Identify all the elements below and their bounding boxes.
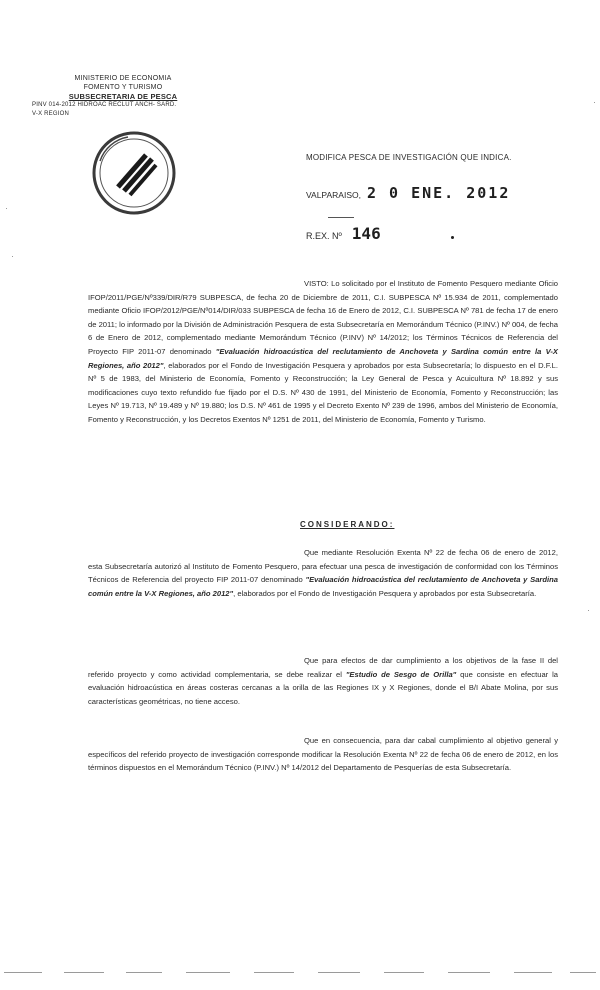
project-title-2: "Evaluación hidroacústica del reclutamiento de Anchoveta y Sardina común entre la V-X Regiones, año 2012" [88,575,558,598]
letterhead [28,74,218,119]
date-line [306,184,510,202]
date-stamp: 2 0 ENE. 2012 [366,184,511,202]
page-footer-rule [0,972,600,976]
file-reference: PINV 014-2012 HIDROAC RECLUT ANCH- SARD. [32,102,177,108]
considerando-paragraph-3: Que en consecuencia, para dar cabal cumplimiento al objetivo general y específicos del referido proyecto de investigación corresponde modificar la Resolución Exenta Nº 22 de fecha 06 de enero de 2012, en los términos dispuestos en el Memorándum Técnico (P.INV.) Nº 14/2012 del Departamento de Pesquerías de esta Subsecretaría. [88,736,558,773]
region-reference: V-X REGION [32,111,70,117]
official-seal-icon [88,127,180,219]
considerando-paragraph-2: Que para efectos de dar cumplimiento a los objetivos de la fase II del referido proyecto y como actividad complementaria, se debe realizar el "Estudio de Sesgo de Orilla" que consiste en efectuar la evaluación hidroacústica en áreas costeras cercanas a la orilla de las Regiones IX y X Regiones, donde el B/I Abate Molina, por sus características geométricas, no tiene acceso. [88,656,558,706]
date-place: VALPARAISO, [306,190,361,200]
considerando-paragraph-1: Que mediante Resolución Exenta Nº 22 de fecha 06 de enero de 2012, esta Subsecretaría autorizó al Instituto de Fomento Pesquero, para efectuar una pesca de investigación de conformidad con los Términos Técnicos de Referencia del proyecto FIP 2011-07 denominado "Evaluación hidroacústica del reclutamiento de Anchoveta y Sardina común entre la V-X Regiones, año 2012", elaborados por el Fondo de Investigación Pesquera y aprobados por esta Subsecretaría. [88,548,558,598]
study-title: "Estudio de Sesgo de Orilla" [345,669,457,679]
resolution-label: R.EX. Nº [306,231,342,241]
project-title: "Evaluación hidroacústica del reclutamiento de Anchoveta y Sardina común entre la V-X Regiones, año 2012" [88,346,558,370]
document-subject: MODIFICA PESCA DE INVESTIGACIÓN QUE INDICA. [306,153,512,162]
resolution-number-line [306,224,381,243]
considerando-heading: CONSIDERANDO: [300,520,395,529]
visto-paragraph: VISTO: Lo solicitado por el Instituto de Fomento Pesquero mediante Oficio IFOP/2011/PGE/Nº339/DIR/R79 SUBPESCA, de fecha 20 de Diciembre de 2011, C.I. SUBPESCA Nº 15.934 de 2011, complementado mediante Oficio IFOP/2012/PGE/Nº014/DIR/033 SUBPESCA de fecha 16 de Enero de 2012, C.I. SUBPESCA Nº 781 de fecha 17 de enero de 2011; lo informado por la División de Administración Pesquera de esta Subsecretaría en Memorándum Técnico (P.INV.) Nº 004, de fecha 6 de Enero de 2012, complementado mediante Memorándum Técnico (P.INV) Nº 14/2012; los Términos Técnicos de Referencia del Proyecto FIP 2011-07 denominado "Evaluación hidroacústica del reclutamiento de Anchoveta y Sardina común entre la V-X Regiones, año 2012", elaborados por el Fondo de Investigación Pesquera y aprobados por esta Subsecretaría; lo dispuesto en el D.F.L. Nº 5 de 1983, del Ministerio de Economía, Fomento y Reconstrucción; la Ley General de Pesca y Acuicultura Nº 18.892 y sus modificaciones cuyo texto refundido fue fijado por el D.S. Nº 430 de 1991, del Ministerio de Economía, Fomento y Reconstrucción; las Leyes Nº 19.713, Nº 19.489 y Nº 19.880; los D.S. Nº 461 de 1995 y el Decreto Exento Nº 239 de 1996, ambos del Ministerio de Economía, Fomento y Reconstrucción, y los Decretos Exentos Nº 1251 de 2011, del Ministerio de Economía, Fomento y Turismo. [88,279,558,424]
resolution-number: 146 [351,224,381,243]
subsecretaria-name: SUBSECRETARIA DE PESCA [68,92,178,101]
ministry-subname: FOMENTO Y TURISMO [83,84,163,91]
ministry-name: MINISTERIO DE ECONOMIA [74,75,172,82]
ink-dot [451,236,454,239]
